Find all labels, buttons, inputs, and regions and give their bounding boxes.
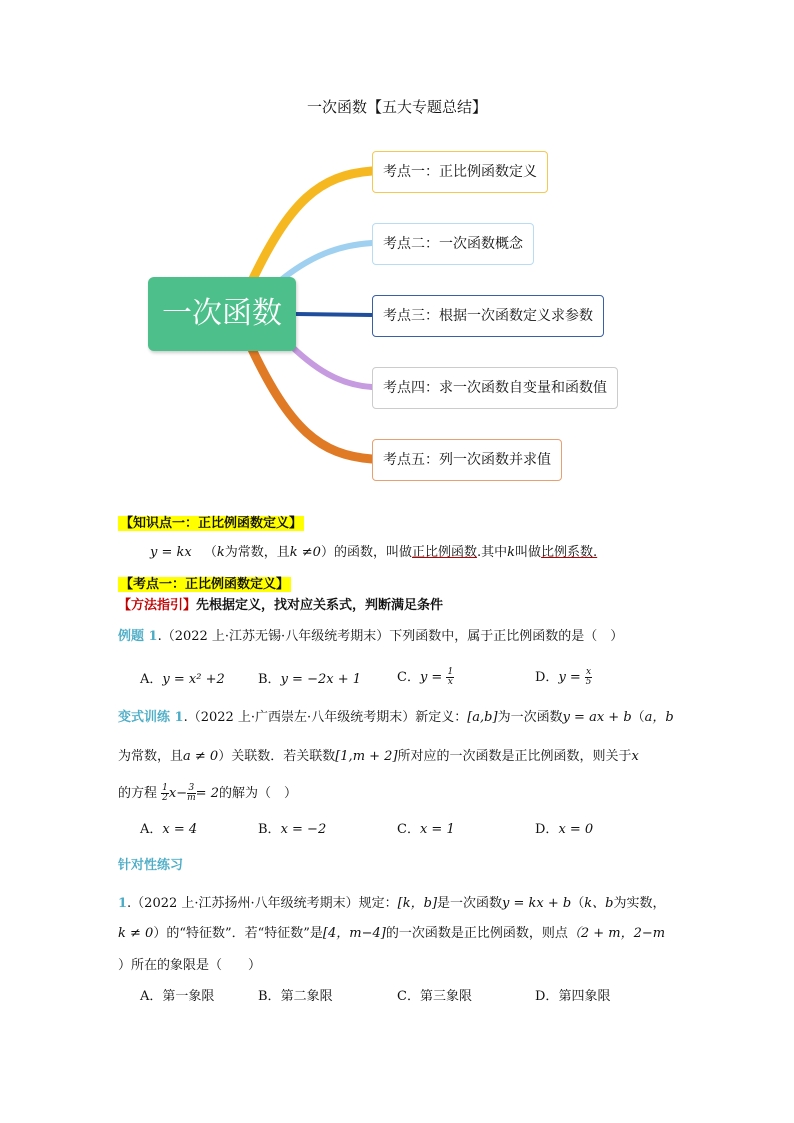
example1-option-d: D．y = $\frac{x}{5}$ bbox=[535, 667, 592, 687]
method-guide: 【方法指引】先根据定义，找对应关系式，判断满足条件 bbox=[118, 598, 444, 613]
variant1-option-c: C．x = 1 bbox=[397, 822, 455, 837]
variant1-line-1: 变式训练 1.（2022 上·广西崇左·八年级统考期末）新定义：[a,b]为一次函数y = ax + b（a，b bbox=[118, 710, 674, 725]
fraction: $\frac{3}{m}$ bbox=[187, 783, 196, 803]
kaodian1-heading: 【考点一：正比例函数定义】 bbox=[120, 577, 290, 592]
fraction: $\frac{x}{5}$ bbox=[585, 667, 592, 687]
variant1-option-a: A．x = 4 bbox=[140, 822, 198, 837]
knowledge-heading: 【知识点一：正比例函数定义】 bbox=[120, 516, 303, 531]
connector-4 bbox=[285, 340, 372, 387]
practice-heading: 针对性练习 bbox=[118, 858, 184, 873]
variant1-option-d: D．x = 0 bbox=[535, 822, 594, 837]
variant1-line-2: 为常数，且a ≠ 0）关联数．若关联数[1,m + 2]所对应的一次函数是正比例函数，则关于x bbox=[118, 749, 639, 764]
fraction: $\frac{1}{2}$ bbox=[162, 783, 168, 803]
mindmap-branch-3: 考点三：根据一次函数定义求参数 bbox=[372, 295, 604, 337]
mindmap-center-node: 一次函数 bbox=[148, 277, 296, 351]
fraction: $\frac{1}{x}$ bbox=[447, 667, 454, 687]
example1-option-a: A．y = x² +2 bbox=[140, 672, 225, 687]
example1-option-c: C．y = $\frac{1}{x}$ bbox=[397, 667, 454, 687]
mindmap-branch-5: 考点五：列一次函数并求值 bbox=[372, 439, 562, 481]
mindmap-branch-4: 考点四：求一次函数自变量和函数值 bbox=[372, 367, 618, 409]
mindmap-branch-1: 考点一：正比例函数定义 bbox=[372, 151, 548, 193]
example1-stem: 例题 1.（2022 上·江苏无锡·八年级统考期末）下列函数中，属于正比例函数的是（ ） bbox=[118, 629, 624, 644]
variant1-option-b: B．x = −2 bbox=[258, 822, 327, 837]
practice-q1-line-3: ）所在的象限是（ ） bbox=[118, 958, 262, 973]
practice-option-c: C．第三象限 bbox=[397, 989, 472, 1004]
knowledge-definition: y = kx （k为常数，且k ≠0）的函数，叫做正比例函数.其中k叫做比例系数. bbox=[150, 545, 598, 560]
connector-1 bbox=[250, 171, 372, 285]
practice-q1-line-2: k ≠ 0）的“特征数”．若“特征数”是[4，m−4]的一次函数是正比例函数，则点（2 + m，2−m bbox=[118, 926, 666, 941]
connector-3 bbox=[296, 314, 372, 315]
example1-option-b: B．y = −2x + 1 bbox=[258, 672, 361, 687]
practice-option-d: D．第四象限 bbox=[535, 989, 611, 1004]
term-zhengbili: 正比例函数 bbox=[411, 545, 477, 560]
practice-option-a: A．第一象限 bbox=[140, 989, 215, 1004]
practice-option-b: B．第二象限 bbox=[258, 989, 333, 1004]
practice-q1-line-1: 1.（2022 上·江苏扬州·八年级统考期末）规定：[k，b]是一次函数y = kx + b（k、b为实数， bbox=[118, 896, 666, 911]
page-title: 一次函数【五大专题总结】 bbox=[306, 98, 487, 116]
variant1-line-3: 的方程 $\frac{1}{2}$ x− $\frac{3}{m}$ = 2的解为（ ） bbox=[118, 783, 297, 803]
term-bilixishu: 比例系数. bbox=[541, 545, 598, 560]
mindmap-branch-2: 考点二：一次函数概念 bbox=[372, 223, 534, 265]
